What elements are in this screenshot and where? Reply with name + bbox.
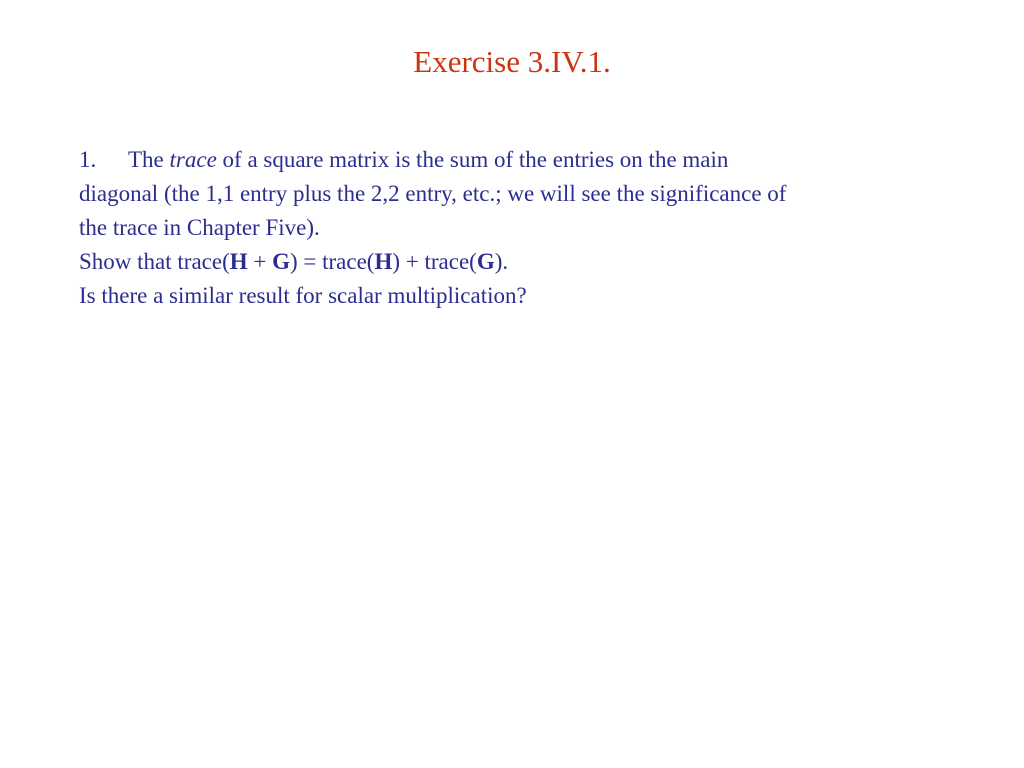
problem-line-3: the trace in Chapter Five). xyxy=(79,215,320,240)
plus-sign: + xyxy=(247,249,273,274)
intro-after: of a square matrix is the sum of the entries on the main xyxy=(216,147,729,172)
close-paren: ). xyxy=(494,249,509,274)
equals-trace: ) = trace( xyxy=(290,249,375,274)
matrix-g: G xyxy=(272,249,290,274)
problem-line-2: diagonal (the 1,1 entry plus the 2,2 entry, etc.; we will see the significance of xyxy=(79,181,787,206)
problem-number: 1. xyxy=(79,147,97,172)
exercise-body xyxy=(79,143,979,313)
slide-title: Exercise 3.IV.1. xyxy=(413,44,611,79)
matrix-g: G xyxy=(476,249,495,274)
question-line: Is there a similar result for scalar multiplication? xyxy=(79,283,527,308)
problem-line-1 xyxy=(79,143,979,177)
show-that-line xyxy=(79,245,979,279)
plus-trace: ) + trace( xyxy=(392,249,477,274)
matrix-h: H xyxy=(229,249,248,274)
matrix-h: H xyxy=(374,249,393,274)
trace-term: trace xyxy=(169,147,217,172)
show-prefix: Show that trace( xyxy=(79,249,230,274)
intro-before: The xyxy=(128,147,170,172)
